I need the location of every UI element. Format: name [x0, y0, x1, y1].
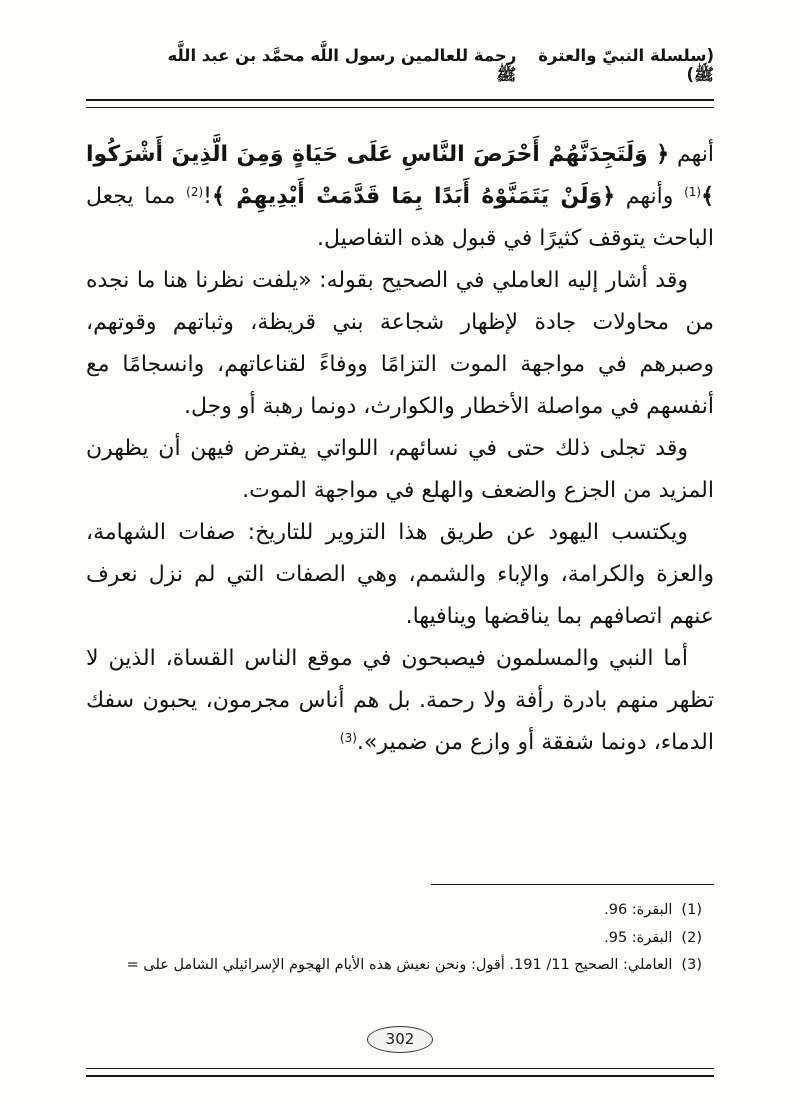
text-run: أما النبي والمسلمون فيصبحون في موقع الناس القساة، الذين لا تظهر منهم بادرة رأفة ولا رحمة. بل هم أناس مجرمون، يحبون سفك الدماء، دونما شفقة أو وازع من ضمير». [86, 646, 714, 755]
text-run: مما يجعل الباحث يتوقف كثيرًا في قبول هذه التفاصيل. [86, 184, 714, 251]
footnote-2-text: البقرة: 95. [604, 929, 673, 946]
paragraph-2: وقد أشار إليه العاملي في الصحيح بقوله: «يلفت نظرنا هنا ما نجده من محاولات جادة لإظهار شجاعة بني قريظة، وثباتهم وقوتهم، وصبرهم في مواجهة الموت التزامًا ووفاءً لقناعاتهم، وانسجامًا مع أنفسهم في مواصلة الأخطار والكوارث، دونما رهبة أو وجل. [86, 268, 714, 419]
page-header [86, 46, 714, 108]
footnote-1-number: (1) [681, 902, 702, 918]
paragraph-4: ويكتسب اليهود عن طريق هذا التزوير للتاريخ: صفات الشهامة، والعزة والكرامة، والإباء والشمم، وهي الصفات التي لم نزل نعرف عنهم اتصافهم بما يناقضها وينافيها. [86, 520, 714, 629]
paragraph-5 [86, 638, 714, 764]
body-text [86, 134, 714, 764]
footnote-2 [86, 925, 714, 953]
header-series-title: (سلسلة النبيّ والعترة ﷺ) [538, 46, 714, 84]
page-number-container [0, 1026, 800, 1053]
footnotes-block [86, 897, 714, 980]
header-double-rule [86, 99, 714, 108]
text-run: ! [203, 184, 212, 209]
footnote-3 [86, 952, 714, 980]
footnote-ref-1: (1) [684, 185, 702, 199]
footnote-1 [86, 897, 714, 925]
footnote-3-text: العاملي: الصحيح 11/ 191. أقول: ونحن نعيش هذه الأيام الهجوم الإسرائيلي الشامل على = [126, 957, 673, 973]
text-run: أنهم [669, 142, 715, 167]
footer-double-rule [86, 1068, 714, 1077]
footnote-2-number: (2) [681, 929, 702, 946]
footnote-separator-rule [431, 884, 714, 885]
running-head [86, 46, 714, 89]
footnote-1-text: البقرة: 96. [604, 902, 673, 918]
header-book-title: رحمة للعالمين رسول اللَّه محمَّد بن عبد اللَّه ﷺ [167, 46, 517, 84]
footnote-ref-3: (3) [339, 731, 357, 745]
paragraph-3: وقد تجلى ذلك حتى في نسائهم، اللواتي يفترض فيهن أن يظهرن المزيد من الجزع والضعف والهلع في مواجهة الموت. [86, 436, 714, 503]
quran-verse-1: ﴿ وَلَتَجِدَنَّهُمْ أَحْرَصَ النَّاسِ عَلَى حَيَاةٍ وَمِنَ الَّذِينَ أَشْرَكُوا ﴾ [86, 142, 714, 209]
text-run: وأنهم [615, 184, 685, 209]
footnote-3-number: (3) [681, 957, 702, 973]
footnote-ref-2: (2) [186, 185, 204, 199]
quran-verse-2: ﴿وَلَنْ يَتَمَنَّوْهُ أَبَدًا بِمَا قَدَّمَتْ أَيْدِيهِمْ ﴾ [211, 184, 616, 209]
paragraph-1 [86, 134, 714, 260]
page-number: 302 [367, 1026, 433, 1053]
